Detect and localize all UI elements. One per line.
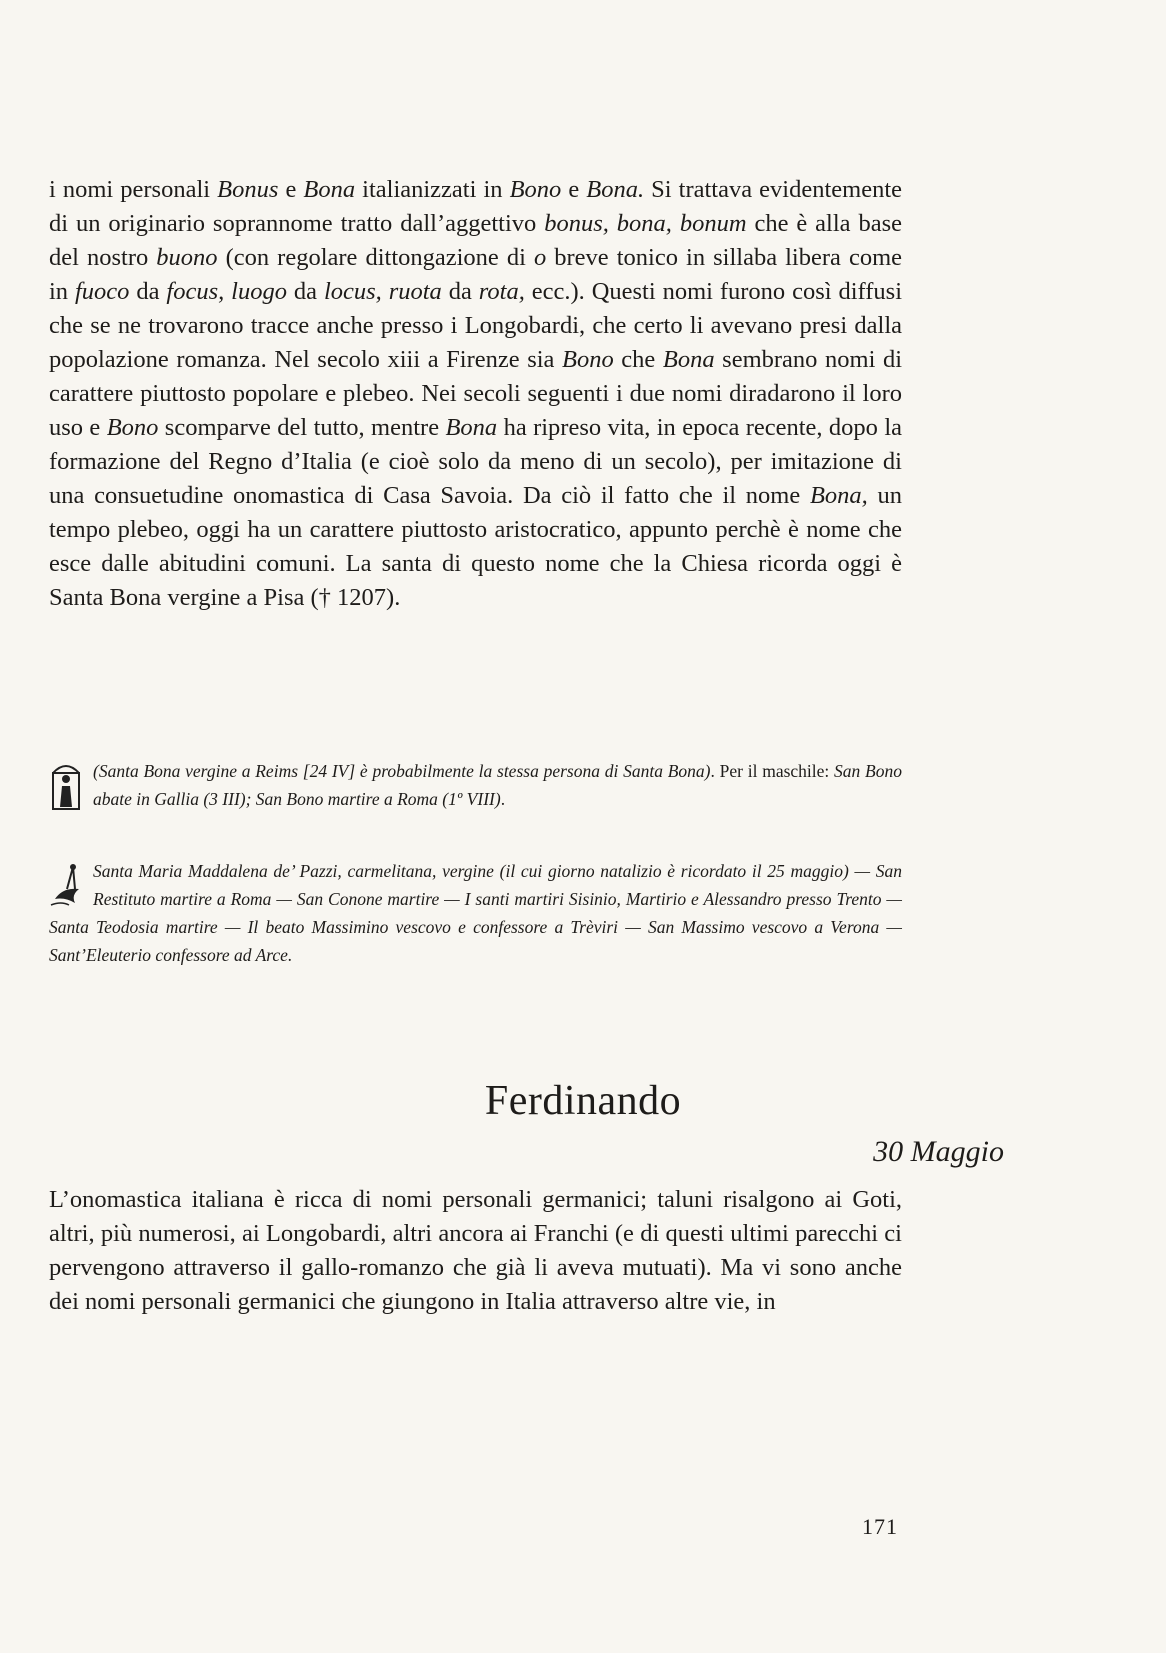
eagle-icon bbox=[49, 859, 85, 911]
text-run: ha ripreso vita, in epoca recente, dopo la formazione del Regno d’Italia (e cioè solo da meno di un secolo), per imitazione di una consuetudine onomastica di Casa Savoia. Da ciò il fatto che il nome bbox=[49, 414, 902, 509]
paragraph-1-text bbox=[49, 173, 902, 615]
italic-run: bonus, bona, bonum bbox=[544, 210, 747, 237]
italic-run: fuoco bbox=[74, 278, 130, 305]
text-run: da bbox=[286, 278, 324, 305]
text-run: e bbox=[561, 176, 587, 203]
text-run: ecc.). Questi nomi furono così diffusi che se ne trovarono tracce anche presso i Longobardi, che certo li avevano presi dalla popolazione romanza. Nel secolo xiii a Firenze sia bbox=[49, 278, 903, 373]
text-run: Si trattava evidentemente di un originario soprannome tratto dall’aggettivo bbox=[49, 176, 903, 237]
section-heading: Ferdinando bbox=[484, 1078, 682, 1124]
text-run: scomparve del tutto, mentre bbox=[158, 414, 446, 441]
text-run: italianizzati in bbox=[355, 176, 510, 203]
note-1-text bbox=[93, 761, 902, 809]
italic-run: Bona bbox=[303, 176, 356, 203]
text-run: . Per il maschile: bbox=[710, 761, 835, 781]
italic-run: Bono bbox=[509, 176, 562, 203]
italic-run: focus, luogo bbox=[166, 278, 287, 305]
note-saints-of-day bbox=[49, 857, 902, 969]
italic-run: San Bono abate in Gallia (3 III); San Bono martire a Roma (1º VIII) bbox=[93, 761, 902, 809]
paragraph-2-text bbox=[49, 1183, 902, 1319]
paragraph-bona bbox=[49, 173, 902, 615]
italic-run: Bono bbox=[562, 346, 614, 373]
italic-run: Bona bbox=[662, 346, 715, 373]
text-run: breve tonico in sillaba libera come in bbox=[49, 244, 902, 305]
page-number: 171 bbox=[862, 1514, 898, 1539]
italic-run: locus, ruota bbox=[323, 278, 442, 305]
italic-run: rota, bbox=[478, 278, 525, 305]
text-run: L’onomastica italiana è ricca di nomi personali germanici; taluni risalgono ai Goti, altri, più numerosi, ai Longobardi, altri ancora ai Franchi (e di questi ultimi parecchi ci pervengono attraverso il gallo-romanzo che già li aveva mutuati). Ma vi sono anche dei nomi personali germanici che giungono in Italia attraverso altre vie, in bbox=[49, 1186, 902, 1315]
text-run: da bbox=[129, 278, 167, 305]
italic-run: Bona. bbox=[586, 176, 645, 203]
text-run: sembrano nomi di carattere piuttosto popolare e plebeo. Nei secoli seguenti i due nomi diradarono il loro uso e bbox=[49, 346, 903, 441]
italic-run: o bbox=[533, 244, 547, 271]
text-run: che bbox=[613, 346, 663, 373]
text-run: un tempo plebeo, oggi ha un carattere piuttosto aristocratico, appunto perchè è nome che esce dalle abitudini comuni. La santa di questo nome che la Chiesa ricorda oggi è Santa Bona vergine a Pisa († 1207). bbox=[49, 482, 903, 611]
italic-run: Bona, bbox=[809, 482, 868, 509]
note-saints-bona bbox=[49, 757, 902, 813]
text-run: che è alla base del nostro bbox=[49, 210, 902, 271]
text-run: da bbox=[441, 278, 479, 305]
text-run: e bbox=[278, 176, 304, 203]
text-run: (con regolare dittongazione di bbox=[217, 244, 534, 271]
italic-run: Santa Maria Maddalena de’ Pazzi, carmelitana, vergine (il cui giorno natalizio è ricordato il 25 maggio) — San Restituto martire a Roma — San Conone martire — I santi martiri Sisinio, Martirio e Alessandro presso Trento — Santa Teodosia martire — Il beato Massimino vescovo e confessore a Trèviri — San Massimo vescovo a Verona — Sant’Eleuterio confessore ad Arce. bbox=[49, 861, 902, 965]
text-run: . bbox=[500, 789, 506, 809]
saint-figure-icon bbox=[49, 759, 85, 811]
paragraph-ferdinando bbox=[49, 1183, 902, 1319]
italic-run: buono bbox=[156, 244, 218, 271]
italic-run: (Santa Bona vergine a Reims [24 IV] è probabilmente la stessa persona di Santa Bona) bbox=[93, 761, 711, 781]
italic-run: Bonus bbox=[217, 176, 279, 203]
note-2-text bbox=[49, 861, 902, 965]
italic-run: Bona bbox=[445, 414, 498, 441]
italic-run: Bono bbox=[106, 414, 159, 441]
feast-date: 30 Maggio bbox=[873, 1135, 1004, 1168]
text-run: i nomi personali bbox=[49, 176, 218, 203]
